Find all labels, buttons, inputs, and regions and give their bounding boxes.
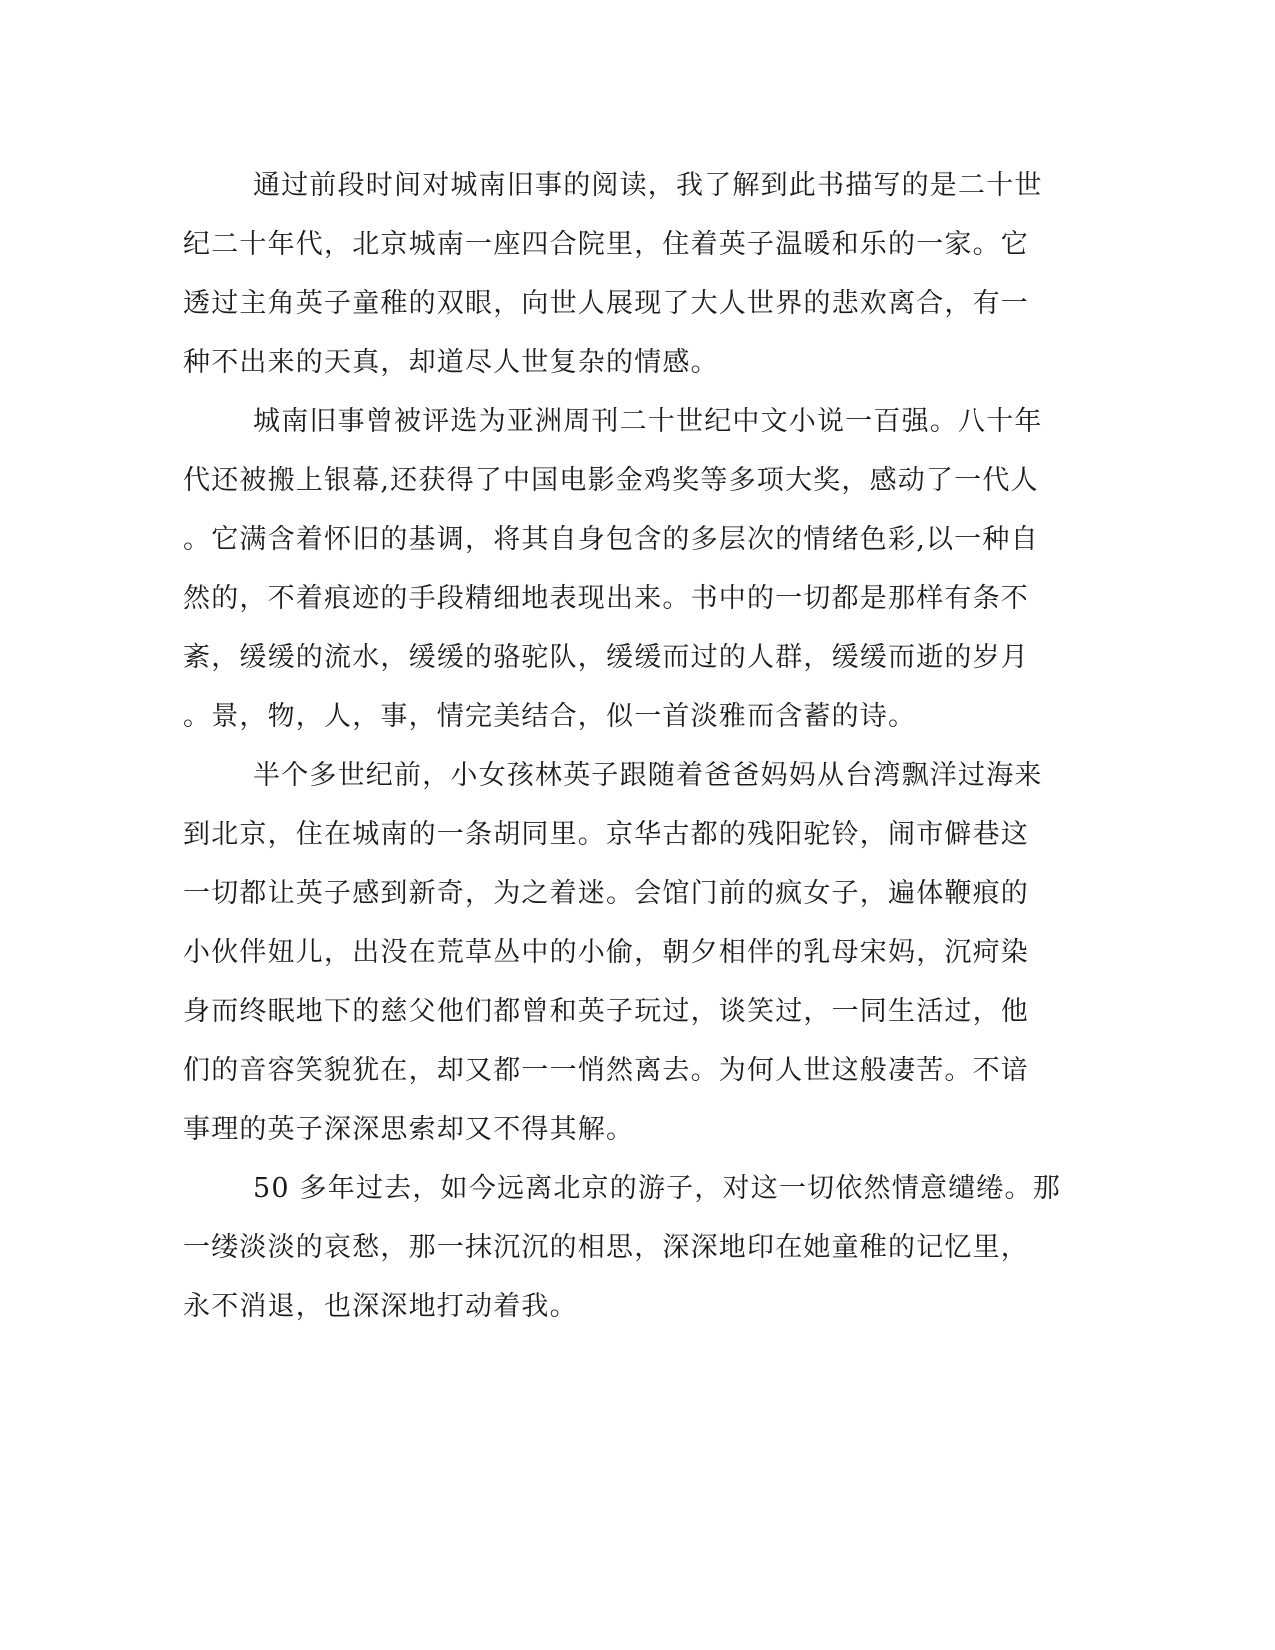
paragraph-3-line-3: 一切都让英子感到新奇，为之着迷。会馆门前的疯女子，遍体鞭痕的 [183, 878, 1029, 909]
paragraph-3-line-4: 小伙伴妞儿，出没在荒草丛中的小偷，朝夕相伴的乳母宋妈，沉疴染 [183, 937, 1029, 968]
paragraph-1-line-1: 通过前段时间对城南旧事的阅读，我了解到此书描写的是二十世 [253, 170, 1043, 201]
paragraph-2-line-2: 代还被搬上银幕,还获得了中国电影金鸡奖等多项大奖，感动了一代人 [183, 465, 1039, 496]
paragraph-3-line-6: 们的音容笑貌犹在，却又都一一悄然离去。为何人世这般凄苦。不谙 [183, 1055, 1029, 1086]
paragraph-2-line-3: 。它满含着怀旧的基调，将其自身包含的多层次的情绪色彩,以一种自 [183, 524, 1039, 555]
paragraph-3-line-2: 到北京，住在城南的一条胡同里。京华古都的残阳驼铃，闹市僻巷这 [183, 819, 1029, 850]
paragraph-3-line-5: 身而终眠地下的慈父他们都曾和英子玩过，谈笑过，一同生活过，他 [183, 996, 1029, 1027]
paragraph-2-line-6: 。景，物，人，事，情完美结合，似一首淡雅而含蓄的诗。 [183, 701, 917, 732]
paragraph-1-line-2: 纪二十年代，北京城南一座四合院里，住着英子温暖和乐的一家。它 [183, 229, 1029, 260]
paragraph-4-line-3: 永不消退，也深深地打动着我。 [183, 1291, 578, 1322]
paragraph-3-line-1: 半个多世纪前，小女孩林英子跟随着爸爸妈妈从台湾飘洋过海来 [253, 760, 1043, 791]
paragraph-2-line-5: 紊，缓缓的流水，缓缓的骆驼队，缓缓而过的人群，缓缓而逝的岁月 [183, 642, 1029, 673]
paragraph-4-line-2: 一缕淡淡的哀愁，那一抹沉沉的相思，深深地印在她童稚的记忆里， [183, 1232, 1029, 1263]
paragraph-2-line-1: 城南旧事曾被评选为亚洲周刊二十世纪中文小说一百强。八十年 [253, 406, 1043, 437]
paragraph-1-line-3: 透过主角英子童稚的双眼，向世人展现了大人世界的悲欢离合，有一 [183, 288, 1029, 319]
paragraph-3-line-7: 事理的英子深深思索却又不得其解。 [183, 1114, 635, 1145]
paragraph-2-line-4: 然的，不着痕迹的手段精细地表现出来。书中的一切都是那样有条不 [183, 583, 1029, 614]
paragraph-4-line-1: 50 多年过去，如今远离北京的游子，对这一切依然情意缱绻。那 [253, 1173, 1061, 1204]
paragraph-1-line-4: 种不出来的天真，却道尽人世复杂的情感。 [183, 347, 719, 378]
document-body [183, 156, 1061, 1336]
